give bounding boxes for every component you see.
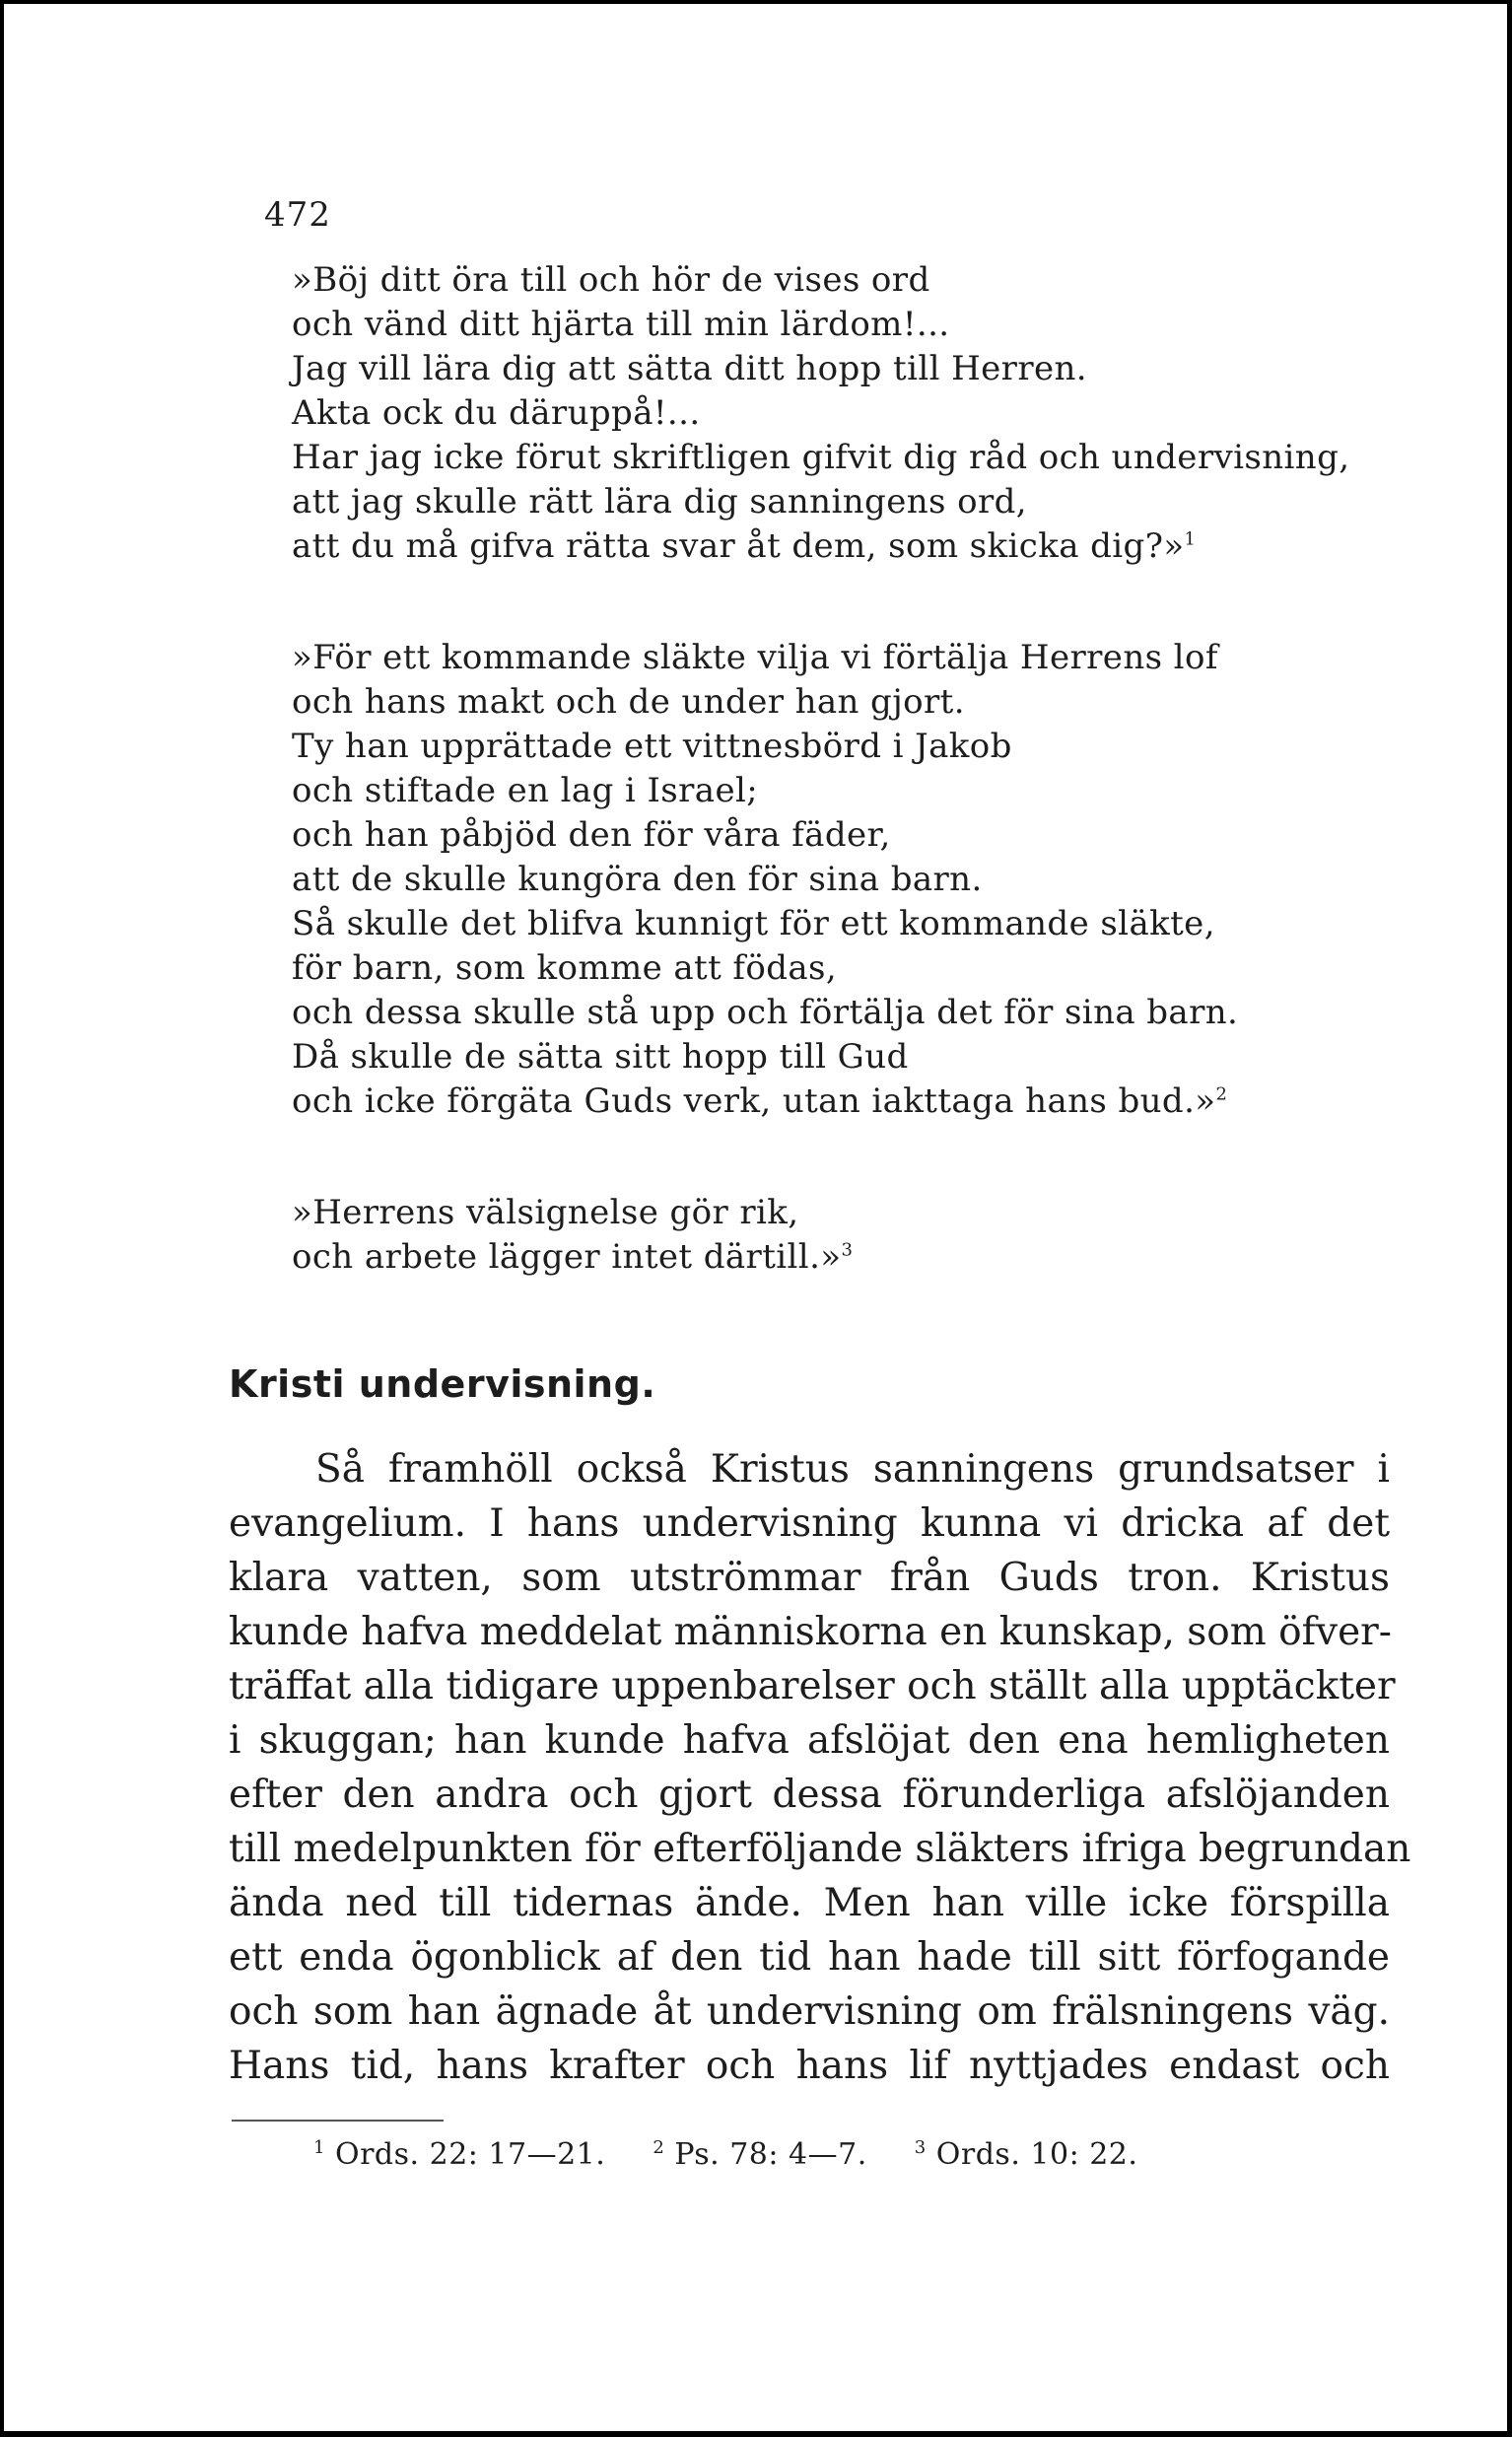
- verse-line: Akta ock du däruppå!...: [292, 393, 701, 433]
- verse-line: Har jag icke förut skriftligen gifvit dig råd och undervisning,: [292, 438, 1350, 477]
- verse-line: och hans makt och de under han gjort.: [292, 682, 965, 722]
- footnote-number: 3: [914, 2137, 927, 2158]
- verse-line: att jag skulle rätt lära dig sanningens ord,: [292, 482, 1027, 522]
- scan-border-top: [0, 0, 1512, 4]
- paragraph-line: kunde hafva meddelat människorna en kunskap, som öfver-: [229, 1610, 1392, 1654]
- paragraph-line: ända ned till tidernas ände. Men han ville icke förspilla: [229, 1881, 1390, 1925]
- verse-line-last: [292, 1235, 853, 1280]
- footnote-text: Ps. 78: 4—7.: [674, 2137, 867, 2172]
- footnote-text: Ords. 10: 22.: [935, 2137, 1138, 2172]
- verse-text: och icke förgäta Guds verk, utan iakttaga hans bud.»: [292, 1081, 1216, 1121]
- verse-line: »Herrens välsignelse gör rik,: [292, 1193, 799, 1232]
- paragraph-line: i skuggan; han kunde hafva afslöjat den ena hemligheten: [229, 1718, 1390, 1763]
- paragraph-line: träffat alla tidigare uppenbarelser och ställt alla upptäckter: [229, 1664, 1396, 1708]
- verse-line-last: [292, 524, 1349, 569]
- footnote-2: [653, 2137, 866, 2172]
- verse-line: »Böj ditt öra till och hör de vises ord: [292, 260, 930, 300]
- footnote-1: [313, 2137, 605, 2172]
- paragraph-line: till medelpunkten för efterföljande släkters ifriga begrundan: [229, 1827, 1411, 1871]
- quote-stanza-1: [292, 258, 1349, 569]
- paragraph-line: ett enda ögonblick af den tid han hade till sitt förfogande: [229, 1935, 1390, 1980]
- verse-line: att de skulle kungöra den för sina barn.: [292, 860, 983, 899]
- footnote-ref: 2: [1215, 1083, 1228, 1105]
- scan-border-left: [0, 0, 4, 2437]
- verse-line: Så skulle det blifva kunnigt för ett kommande släkte,: [292, 904, 1215, 943]
- verse-line: och han påbjöd den för våra fäder,: [292, 815, 891, 855]
- verse-line: och stiftade en lag i Israel;: [292, 771, 759, 810]
- verse-line: Ty han upprättade ett vittnesbörd i Jakob: [292, 727, 1012, 766]
- verse-line: Då skulle de sätta sitt hopp till Gud: [292, 1037, 909, 1077]
- paragraph-line: Så framhöll också Kristus sanningens grundsatser i: [315, 1447, 1390, 1492]
- paragraph-line: klara vatten, som utströmmar från Guds tron. Kristus: [229, 1556, 1390, 1600]
- verse-line: och dessa skulle stå upp och förtälja det för sina barn.: [292, 993, 1239, 1032]
- verse-text: att du må gifva rätta svar åt dem, som skicka dig?»: [292, 526, 1185, 566]
- footnote-3: [915, 2137, 1138, 2172]
- footnote-text: Ords. 22: 17—21.: [335, 2137, 606, 2172]
- quote-stanza-2: [292, 636, 1238, 1124]
- footnote-ref: 1: [1184, 528, 1197, 550]
- page-number: 472: [264, 195, 331, 235]
- footnote-number: 2: [653, 2137, 665, 2158]
- footnotes: [313, 2137, 1175, 2172]
- body-paragraph: [229, 1442, 1411, 2093]
- verse-line: och vänd ditt hjärta till min lärdom!...: [292, 305, 950, 344]
- verse-text: och arbete lägger intet därtill.»: [292, 1237, 842, 1277]
- paragraph-line: efter den andra och gjort dessa förunderliga afslöjanden: [229, 1773, 1390, 1817]
- verse-line: Jag vill lära dig att sätta ditt hopp till Herren.: [292, 349, 1087, 388]
- footnote-rule: [232, 2120, 444, 2122]
- paragraph-line: och som han ägnade åt undervisning om frälsningens väg.: [229, 1989, 1390, 2034]
- verse-line-last: [292, 1079, 1238, 1124]
- verse-line: »För ett kommande släkte vilja vi förtälja Herrens lof: [292, 638, 1218, 677]
- footnote-ref: 3: [841, 1239, 854, 1261]
- scan-border-right: [1507, 0, 1512, 2437]
- quote-stanza-3: [292, 1191, 853, 1280]
- verse-line: för barn, som komme att födas,: [292, 948, 838, 988]
- scan-border-bottom: [0, 2431, 1512, 2437]
- paragraph-line: evangelium. I hans undervisning kunna vi dricka af det: [229, 1501, 1390, 1546]
- footnote-number: 1: [313, 2137, 325, 2158]
- section-heading: Kristi undervisning.: [229, 1362, 656, 1406]
- paragraph-line: Hans tid, hans krafter och hans lif nyttjades endast och: [229, 2044, 1390, 2088]
